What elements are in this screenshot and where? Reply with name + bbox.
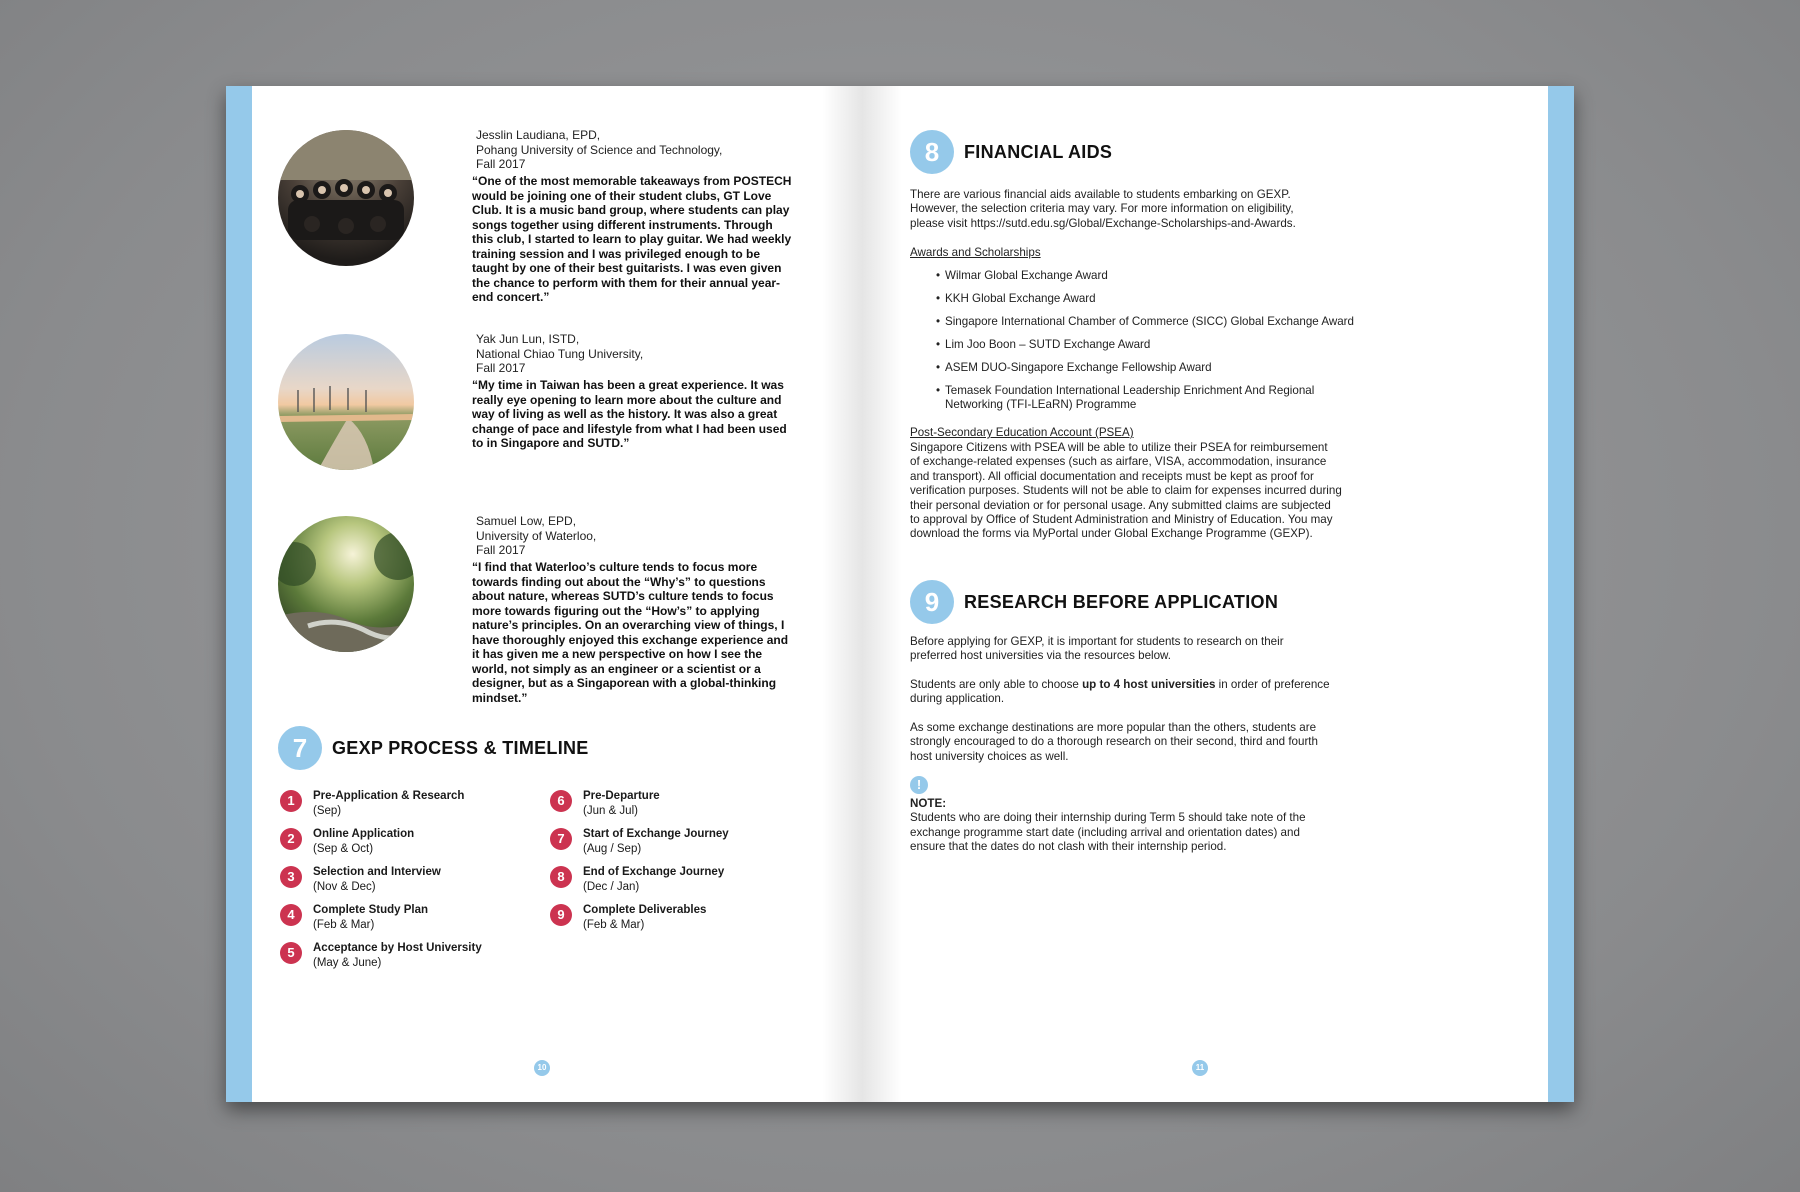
student-university: National Chiao Tung University, xyxy=(476,346,644,361)
testimonial-1-info xyxy=(476,128,722,172)
award-item xyxy=(936,338,1151,352)
text-normal: in order of preference xyxy=(1215,678,1330,691)
section-9-title: RESEARCH BEFORE APPLICATION xyxy=(964,592,1279,612)
section-8-title: FINANCIAL AIDS xyxy=(964,142,1113,162)
step-number: 2 xyxy=(280,828,302,850)
left-blue-strip xyxy=(226,86,252,1102)
paragraph-line: As some exchange destinations are more popular than the others, students are xyxy=(910,721,1317,734)
section-7-title: GEXP PROCESS & TIMELINE xyxy=(332,738,589,758)
student-term: Fall 2017 xyxy=(476,543,526,557)
psea-line: download the forms via MyPortal under Global Exchange Programme (GEXP). xyxy=(910,527,1313,541)
awards-heading: Awards and Scholarships xyxy=(910,246,1041,259)
financial-aids-intro xyxy=(910,188,1296,231)
step-date: (Feb & Mar) xyxy=(583,919,645,931)
student-term: Fall 2017 xyxy=(476,361,526,375)
paragraph-line xyxy=(910,678,1330,692)
award-item xyxy=(936,292,1096,306)
psea-line: of exchange-related expenses (such as airfare, VISA, accommodation, insurance xyxy=(910,455,1327,469)
student-name: Samuel Low, EPD, xyxy=(476,514,577,528)
step-label: Online Application xyxy=(313,828,415,840)
paragraph-line: host university choices as well. xyxy=(910,749,1069,763)
step-number: 7 xyxy=(550,828,572,850)
note-line: ensure that the dates do not clash with their internship period. xyxy=(910,840,1227,854)
section-9-number: 9 xyxy=(910,580,954,624)
testimonial-2-quote: “My time in Taiwan has been a great experience. It was really eye opening to learn more about the culture and way of living as well as the history. It was also a great change of pace and lifestyle from what I had been used to in Singapore and SUTD.” xyxy=(472,378,787,450)
award-item xyxy=(936,315,1354,329)
step-number: 4 xyxy=(280,904,302,926)
student-name: Jesslin Laudiana, EPD, xyxy=(476,128,601,142)
step-date: (Sep & Oct) xyxy=(313,843,374,855)
award-item xyxy=(936,361,1212,375)
research-paragraph-1 xyxy=(910,635,1284,664)
award-item xyxy=(936,384,1315,398)
bullet-icon: • xyxy=(936,292,941,305)
student-term: Fall 2017 xyxy=(476,157,526,171)
right-page xyxy=(862,86,1574,1102)
photo-taiwan-windmills xyxy=(278,334,414,470)
text-normal: Students are only able to choose xyxy=(910,678,1083,691)
award-name: Lim Joo Boon – SUTD Exchange Award xyxy=(945,338,1151,351)
step-date: (Jun & Jul) xyxy=(583,805,638,817)
step-label: Acceptance by Host University xyxy=(313,942,482,954)
page-number-left: 10 xyxy=(534,1060,550,1076)
section-7-number: 7 xyxy=(278,726,322,770)
step-number: 5 xyxy=(280,942,302,964)
student-university: Pohang University of Science and Technology, xyxy=(476,142,723,157)
bullet-icon: • xyxy=(936,269,941,282)
photo-student-club xyxy=(278,130,414,266)
forest-icon xyxy=(278,516,414,652)
exclamation-icon: ! xyxy=(910,776,928,794)
psea-line: Singapore Citizens with PSEA will be able to utilize their PSEA for reimbursement xyxy=(910,441,1328,454)
step-number: 9 xyxy=(550,904,572,926)
testimonial-3-quote: “I find that Waterloo’s culture tends to focus more towards finding out about the “Why’s” to questions about nature, whereas SUTD’s culture tends to focus more towards figuring out the “How’s” to applying nature’s principles. On an overarching view of things, I have thoroughly enjoyed this exchange experience and it has given me a new perspective on how I see the world, not simply as an engineer or a scientist or a designer, but as a Singaporean with a global-thinking mindset.” xyxy=(472,560,789,705)
right-blue-strip xyxy=(1548,86,1574,1102)
paragraph-line: Before applying for GEXP, it is important for students to research on their xyxy=(910,635,1284,648)
paragraph-line: during application. xyxy=(910,692,1005,706)
paragraph-line: strongly encouraged to do a thorough research on their second, third and fourth xyxy=(910,735,1318,749)
step-label: Complete Deliverables xyxy=(583,904,707,916)
student-university: University of Waterloo, xyxy=(476,528,597,543)
note-line: Students who are doing their internship during Term 5 should take note of the xyxy=(910,811,1306,825)
psea-line: and transport). All official documentation and receipts must be kept as proof for xyxy=(910,469,1314,483)
award-name: Wilmar Global Exchange Award xyxy=(945,269,1108,282)
step-number: 3 xyxy=(280,866,302,888)
step-date: (Dec / Jan) xyxy=(583,881,640,893)
research-paragraph-3 xyxy=(910,721,1318,764)
psea-heading: Post-Secondary Education Account (PSEA) xyxy=(910,426,1134,439)
step-label: End of Exchange Journey xyxy=(583,866,725,878)
step-label: Start of Exchange Journey xyxy=(583,828,729,840)
step-number: 6 xyxy=(550,790,572,812)
paragraph-line: preferred host universities via the resources below. xyxy=(910,649,1171,663)
step-date: (Sep) xyxy=(313,805,342,817)
award-name: Temasek Foundation International Leadership Enrichment And Regional xyxy=(945,384,1315,397)
intro-line: please visit https://sutd.edu.sg/Global/Exchange-Scholarships-and-Awards. xyxy=(910,216,1296,230)
step-date: (Nov & Dec) xyxy=(313,881,376,893)
bullet-icon: • xyxy=(936,361,941,374)
award-name: Singapore International Chamber of Commerce (SICC) Global Exchange Award xyxy=(945,315,1354,328)
step-number: 1 xyxy=(280,790,302,812)
gutter-shadow xyxy=(862,86,902,1102)
psea-line: their personal deviation or for personal usage. Any submitted claims are subjected xyxy=(910,498,1331,512)
step-label: Complete Study Plan xyxy=(313,904,429,916)
award-name: ASEM DUO-Singapore Exchange Fellowship Award xyxy=(945,361,1212,374)
photo-waterloo-nature xyxy=(278,516,414,652)
psea-line: verification purposes. Students will not be able to claim for expenses incurred during xyxy=(910,484,1342,498)
testimonial-2-info xyxy=(476,332,643,376)
intro-line: There are various financial aids available to students embarking on GEXP. xyxy=(910,188,1291,201)
bullet-icon: • xyxy=(936,384,941,397)
testimonial-3-info xyxy=(476,514,596,558)
award-item-cont: Networking (TFI-LEaRN) Programme xyxy=(945,398,1137,411)
research-paragraph-2 xyxy=(910,678,1330,707)
bullet-icon: • xyxy=(936,315,941,328)
intro-line: However, the selection criteria may vary. For more information on eligibility, xyxy=(910,202,1294,216)
testimonial-1-quote: “One of the most memorable takeaways from POSTECH would be joining one of their student clubs, GT Love Club. It is a music band group, where students can play songs together using different instruments. Through this club, I started to learn to play guitar. We had weekly training session and I was privileged enough to be taught by one of their best guitarists. I was even given the chance to perform with them for their annual year-end concert.” xyxy=(472,174,792,304)
page-number-right: 11 xyxy=(1192,1060,1208,1076)
note-line: exchange programme start date (including arrival and orientation dates) and xyxy=(910,825,1300,839)
step-date: (Aug / Sep) xyxy=(583,843,642,855)
step-date: (May & June) xyxy=(313,957,382,969)
text-bold: up to 4 host universities xyxy=(1082,678,1216,691)
note-block xyxy=(910,797,1306,855)
landscape-icon xyxy=(278,334,414,470)
psea-text xyxy=(910,441,1342,542)
booklet-spread xyxy=(226,86,1574,1102)
left-page xyxy=(226,86,862,1102)
award-item xyxy=(936,269,1108,283)
bullet-icon: • xyxy=(936,338,941,351)
note-label: NOTE: xyxy=(910,797,947,810)
psea-line: to approval by Office of Student Administration and Ministry of Education. You may xyxy=(910,513,1333,527)
award-name: KKH Global Exchange Award xyxy=(945,292,1096,305)
step-label: Selection and Interview xyxy=(313,866,441,878)
student-name: Yak Jun Lun, ISTD, xyxy=(476,332,580,346)
group-photo-icon xyxy=(278,130,414,266)
step-number: 8 xyxy=(550,866,572,888)
section-8-number: 8 xyxy=(910,130,954,174)
step-label: Pre-Departure xyxy=(583,790,660,802)
step-label: Pre-Application & Research xyxy=(313,790,465,802)
gutter-shadow xyxy=(822,86,862,1102)
step-date: (Feb & Mar) xyxy=(313,919,375,931)
